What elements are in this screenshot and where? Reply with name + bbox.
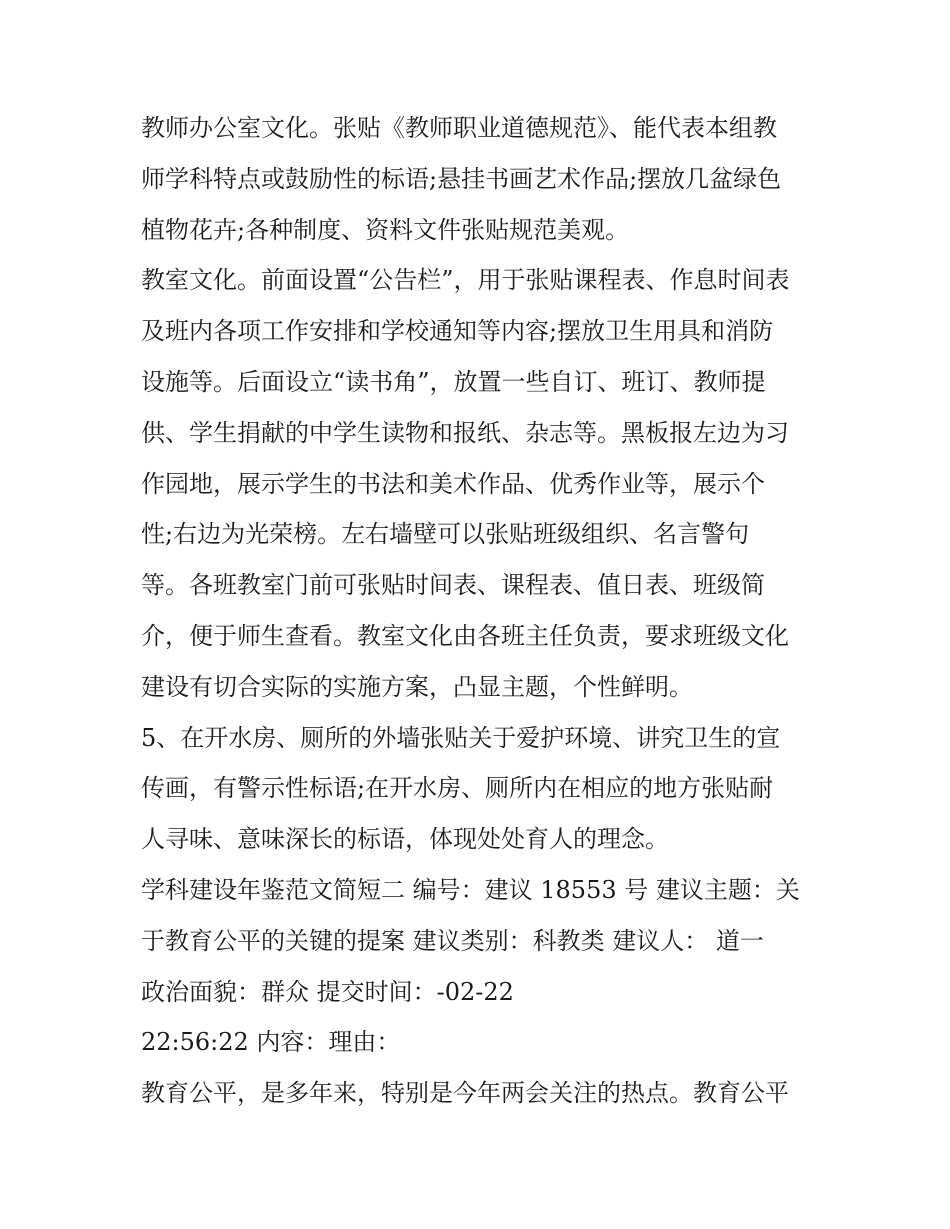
text-line-5: 及班内各项工作安排和学校通知等内容;摆放卫生用具和消防 [141, 317, 774, 346]
text-line-9: 性;右边为光荣榜。左右墙壁可以张贴班级组织、名言警句 [141, 520, 750, 549]
text-line-14: 传画，有警示性标语;在开水房、厕所内在相应的地方张贴耐 [141, 774, 774, 803]
text-line-3: 植物花卉;各种制度、资料文件张贴规范美观。 [141, 215, 630, 244]
text-line-17: 于教育公平的关键的提案 建议类别：科教类 建议人： 道一 [141, 926, 764, 955]
text-line-4: 教室文化。前面设置“公告栏”，用于张贴课程表、作息时间表 [141, 266, 790, 295]
text-line-19: 22:56:22 内容：理由： [141, 1028, 401, 1057]
text-line-18: 政治面貌：群众 提交时间：-02-22 [141, 977, 514, 1006]
text-line-10: 等。各班教室门前可张贴时间表、课程表、值日表、班级简 [141, 571, 765, 600]
text-line-11: 介，便于师生查看。教室文化由各班主任负责，要求班级文化 [141, 621, 789, 650]
text-line-8: 作园地，展示学生的书法和美术作品、优秀作业等，展示个 [141, 469, 765, 498]
text-line-20: 教育公平，是多年来，特别是今年两会关注的热点。教育公平 [141, 1079, 789, 1108]
body-text [141, 103, 831, 1119]
text-line-13: 5、在开水房、厕所的外墙张贴关于爱护环境、讲究卫生的宣 [141, 723, 781, 752]
text-line-2: 师学科特点或鼓励性的标语;悬挂书画艺术作品;摆放几盆绿色 [141, 164, 782, 193]
text-line-7: 供、学生捐献的中学生读物和报纸、杂志等。黑板报左边为习 [141, 418, 789, 447]
text-line-16: 学科建设年鉴范文简短二 编号：建议 18553 号 建议主题：关 [141, 875, 800, 904]
text-line-1: 教师办公室文化。张贴《教师职业道德规范》、能代表本组教 [141, 114, 777, 142]
text-line-6: 设施等。后面设立“读书角”，放置一些自订、班订、教师提 [141, 367, 766, 396]
text-line-12: 建设有切合实际的实施方案，凸显主题，个性鲜明。 [141, 672, 693, 701]
text-line-15: 人寻味、意味深长的标语，体现处处育人的理念。 [141, 825, 669, 854]
